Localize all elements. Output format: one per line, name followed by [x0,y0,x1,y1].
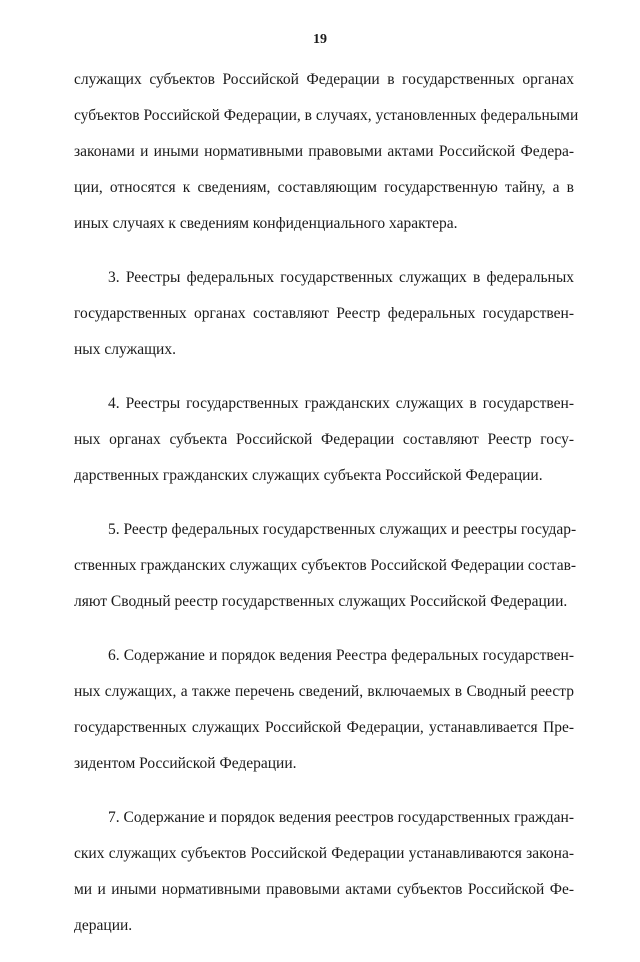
text-line: ственных гражданских служащих субъектов Российской Федерации состав- [74,557,577,574]
text-line: иных случаях к сведениям конфиденциального характера. [74,215,458,232]
text-line: законами и иными нормативными правовыми актами Российской Федера- [74,143,574,160]
paragraph-4 [74,386,574,494]
paragraph-3 [74,260,574,368]
paragraph-7 [74,800,574,944]
text-line: субъектов Российской Федерации, в случаях, установленных федеральными [74,107,579,124]
text-line: служащих субъектов Российской Федерации в государственных органах [74,71,574,88]
paragraph-continuation [74,62,579,242]
text-line: дарственных гражданских служащих субъекта Российской Федерации. [74,467,543,484]
text-line: государственных служащих Российской Федерации, устанавливается Пре- [74,719,574,736]
text-line: ных служащих, а также перечень сведений, включаемых в Сводный реестр [74,683,574,700]
text-line: 6. Содержание и порядок ведения Реестра федеральных государствен- [108,647,574,664]
text-line: 7. Содержание и порядок ведения реестров государственных граждан- [108,809,574,826]
text-line: дерации. [74,917,133,934]
paragraph-6 [74,638,574,782]
text-line: ских служащих субъектов Российской Федерации устанавливаются закона- [74,845,574,862]
text-line: ных служащих. [74,341,176,358]
text-line: ных органах субъекта Российской Федерации составляют Реестр госу- [74,431,574,448]
text-line: 3. Реестры федеральных государственных служащих в федеральных [108,269,574,286]
paragraph-5 [74,512,577,620]
text-line: 5. Реестр федеральных государственных служащих и реестры государ- [108,521,577,538]
text-line: 4. Реестры государственных гражданских служащих в государствен- [108,395,574,412]
text-line: государственных органах составляют Реестр федеральных государствен- [74,305,574,322]
text-line: ляют Сводный реестр государственных служащих Российской Федерации. [74,593,568,610]
document-body [74,62,579,962]
text-line: зидентом Российской Федерации. [74,755,297,772]
text-line: ции, относятся к сведениям, составляющим государственную тайну, а в [74,179,574,196]
text-line: ми и иными нормативными правовыми актами субъектов Российской Фе- [74,881,574,898]
page-number: 19 [313,32,327,47]
